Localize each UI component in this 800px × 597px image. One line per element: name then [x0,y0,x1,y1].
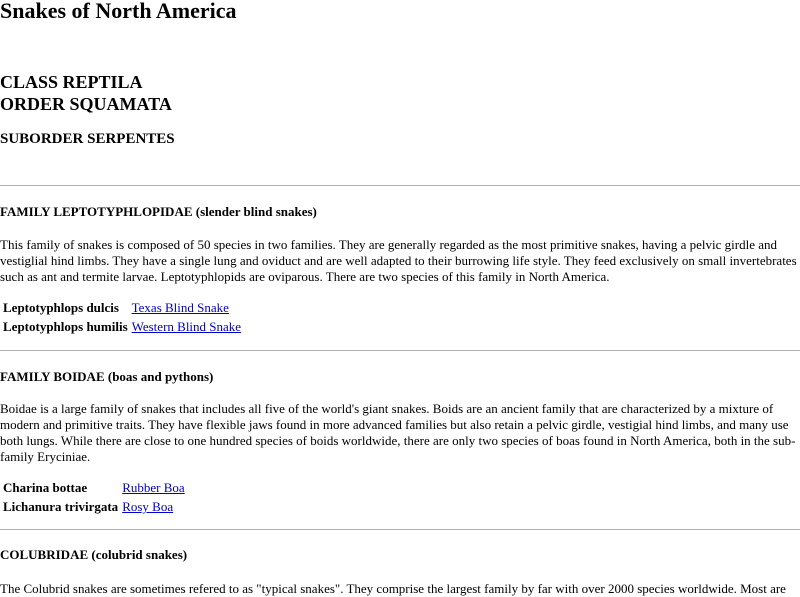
species-table [0,477,188,517]
species-row [2,318,242,335]
divider [0,350,800,351]
species-table [0,297,244,337]
divider [0,529,800,530]
species-link[interactable]: Rosy Boa [122,499,174,514]
family-description: Boidae is a large family of snakes that includes all five of the world's giant snakes. Boids are an ancient family that are characterized by a mixture of modern and primitive traits. They have flexible jaws found in more advanced families but also retain a pelvic girdle, vestigial hind limbs, and many use both lungs. While there are close to one hundred species of boids worldwide, there are only two species of boas found in North America, both in the sub-family Eryciniae. [0,401,796,464]
scientific-name: Leptotyphlops dulcis [3,300,119,315]
family-title: FAMILY LEPTOTYPHLOPIDAE (slender blind snakes) [0,204,317,219]
family-description: This family of snakes is composed of 50 species in two families. They are generally regarded as the most primitive snakes, having a pelvic girdle and vestiglial hind limbs. They have a single lung and oviduct and are well adapted to their burrowing life style. They feed exclusively on small invertebrates such as ant and termite larvae. Leptotyphlopids are oviparous. There are two species of this family in North America. [0,237,797,284]
family-description: The Colubrid snakes are sometimes refered to as "typical snakes". They comprise the largest family by far with over 2000 species worldwide. Most are [0,581,786,596]
scientific-name: Lichanura trivirgata [3,499,119,514]
species-row [2,479,186,496]
suborder-heading: SUBORDER SERPENTES [0,131,175,147]
class-heading: CLASS REPTILA [0,72,143,92]
species-link[interactable]: Texas Blind Snake [131,300,229,315]
divider [0,185,800,186]
species-row [2,299,242,316]
taxonomy-heading [0,71,172,115]
family-title: FAMILY BOIDAE (boas and pythons) [0,369,214,384]
scientific-name: Charina bottae [3,480,88,495]
species-link[interactable]: Rubber Boa [122,480,185,495]
species-link[interactable]: Western Blind Snake [131,319,242,334]
scientific-name: Leptotyphlops humilis [3,319,128,334]
family-title: COLUBRIDAE (colubrid snakes) [0,547,188,562]
order-heading: ORDER SQUAMATA [0,94,172,114]
species-row [2,498,186,515]
page-title: Snakes of North America [0,0,237,23]
